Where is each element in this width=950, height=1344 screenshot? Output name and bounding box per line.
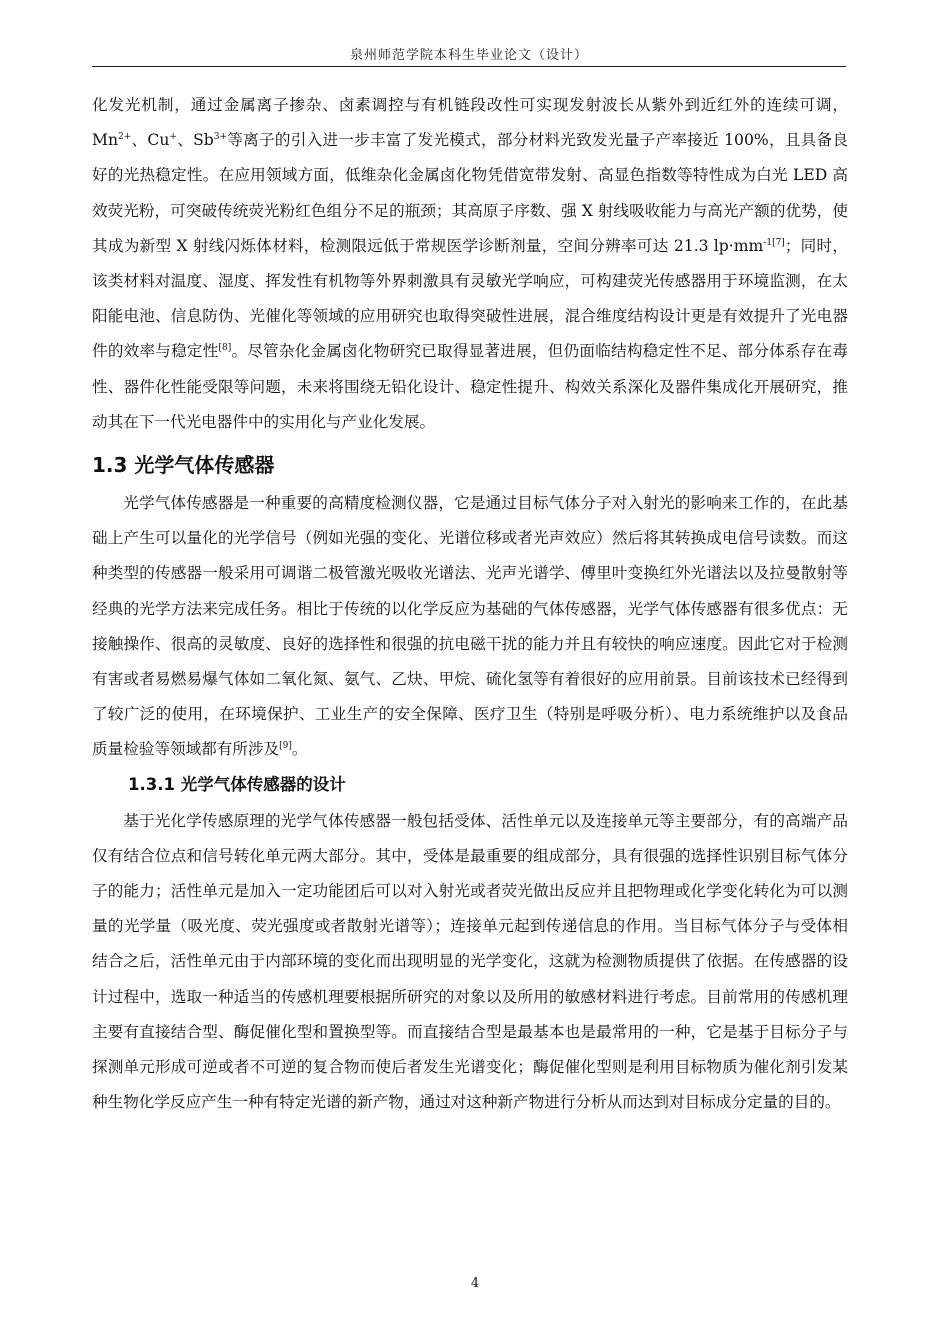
paragraph-text: 、Sb <box>176 131 214 150</box>
citation-superscript: -1[7] <box>763 237 785 248</box>
charge-superscript: + <box>169 132 177 143</box>
charge-superscript: 2+ <box>118 132 132 143</box>
section-heading-1-3: 1.3 光学气体传感器 <box>92 453 275 478</box>
section-heading-1-3-1: 1.3.1 光学气体传感器的设计 <box>128 774 346 794</box>
citation-superscript: [8] <box>218 343 232 354</box>
paragraph-text: 。 <box>291 740 308 759</box>
paragraph-text: 基于光化学传感原理的光学气体传感器一般包括受体、活性单元以及连接单元等主要部分，有的高端产品仅有结合位点和信号转化单元两大部分。其中，受体是最重要的组成部分，具有很强的选择性识别目标气体分子的能力；活性单元是加入一定功能团后可以对入射光或者荧光做出反应并且把物理或化学变化转化为可以测量的光学量（吸光度、荧光强度或者散射光谱等）；连接单元起到传递信息的作用。当目标气体分子与受体相结合之后，活性单元由于内部环境的变化而出现明显的光学变化，这就为检测物质提供了依据。在传感器的设计过程中，选取一种适当的传感机理要根据所研究的对象以及所用的敏感材料进行考虑。目前常用的传感机理主要有直接结合型、酶促催化型和置换型等。而直接结合型是最基本也是最常用的一种，它是基于目标分子与探测单元形成可逆或者不可逆的复合物而使后者发生光谱变化；酶促催化型则是利用目标物质为催化剂引发某种生物化学反应产生一种有特定光谱的新产物，通过对这种新产物进行分析从而达到对目标成分定量的目的。 <box>92 811 848 1112</box>
paragraph-text: 、Cu <box>131 131 170 150</box>
paragraph-text: 光学气体传感器是一种重要的高精度检测仪器，它是通过目标气体分子对入射光的影响来工作的，在此基础上产生可以量化的光学信号（例如光强的变化、光谱位移或者光声效应）然后将其转换成电信号读数。而这种类型的传感器一般采用可调谐二极管激光吸收光谱法、光声光谱学、傅里叶变换红外光谱法以及拉曼散射等经典的光学方法来完成任务。相比于传统的以化学反应为基础的气体传感器，光学气体传感器有很多优点：无接触操作、很高的灵敏度、良好的选择性和很强的抗电磁干扰的能力并且有较快的响应速度。因此它对于检测有害或者易燃易爆气体如二氧化氮、氨气、乙炔、甲烷、硫化氢等有着很好的应用前景。目前该技术已经得到了较广泛的使用，在环境保护、工业生产的安全保障、医疗卫生（特别是呼吸分析）、电力系统维护以及食品质量检验等领域都有所涉及 <box>92 494 848 759</box>
running-header: 泉州师范学院本科生毕业论文（设计） <box>349 48 588 63</box>
paragraph-optical-gas-sensor <box>92 486 848 768</box>
paragraph-text: 等离子的引入进一步丰富了发光模式，部分材料光致发光量子产率接近 100%，且具备良好的光热稳定性。在应用领域方面，低维杂化金属卤化物凭借宽带发射、高显色指数等特性成为白光 LED 高效荧光粉，可突破传统荧光粉红色组分不足的瓶颈；其高原子序数、强 X 射线吸收能力与高光产额的优势，使其成为新型 X 射线闪烁体材料，检测限远低于常规医学诊断剂量，空间分辨率可达 21.3 lp·mm <box>92 131 848 255</box>
paragraph-continued <box>92 88 848 440</box>
paragraph-text: 。尽管杂化金属卤化物研究已取得显著进展，但仍面临结构稳定性不足、部分体系存在毒性、器件化性能受限等问题，未来将围绕无铅化设计、稳定性提升、构效关系深化及器件集成化开展研究，推动其在下一代光电器件中的实用化与产业化发展。 <box>92 342 848 431</box>
paragraph-sensor-design <box>92 804 848 1121</box>
header-rule <box>92 66 846 67</box>
page-body <box>92 88 848 1120</box>
paragraph-text: ；同时，该类材料对温度、湿度、挥发性有机物等外界刺激具有灵敏光学响应，可构建荧光传感器用于环境监测，在太阳能电池、信息防伪、光催化等领域的应用研究也取得突破性进展，混合维度结构设计更是有效提升了光电器件的效率与稳定性 <box>92 236 848 361</box>
paragraph-text: 化发光机制，通过金属离子掺杂、卤素调控与有机链段改性可实现发射波长从紫外到近红外的连续可调， <box>92 96 848 114</box>
manganese-text: Mn <box>92 131 119 150</box>
charge-superscript: 3+ <box>213 132 228 143</box>
citation-superscript: [9] <box>279 741 292 752</box>
page-number: 4 <box>470 1276 480 1291</box>
